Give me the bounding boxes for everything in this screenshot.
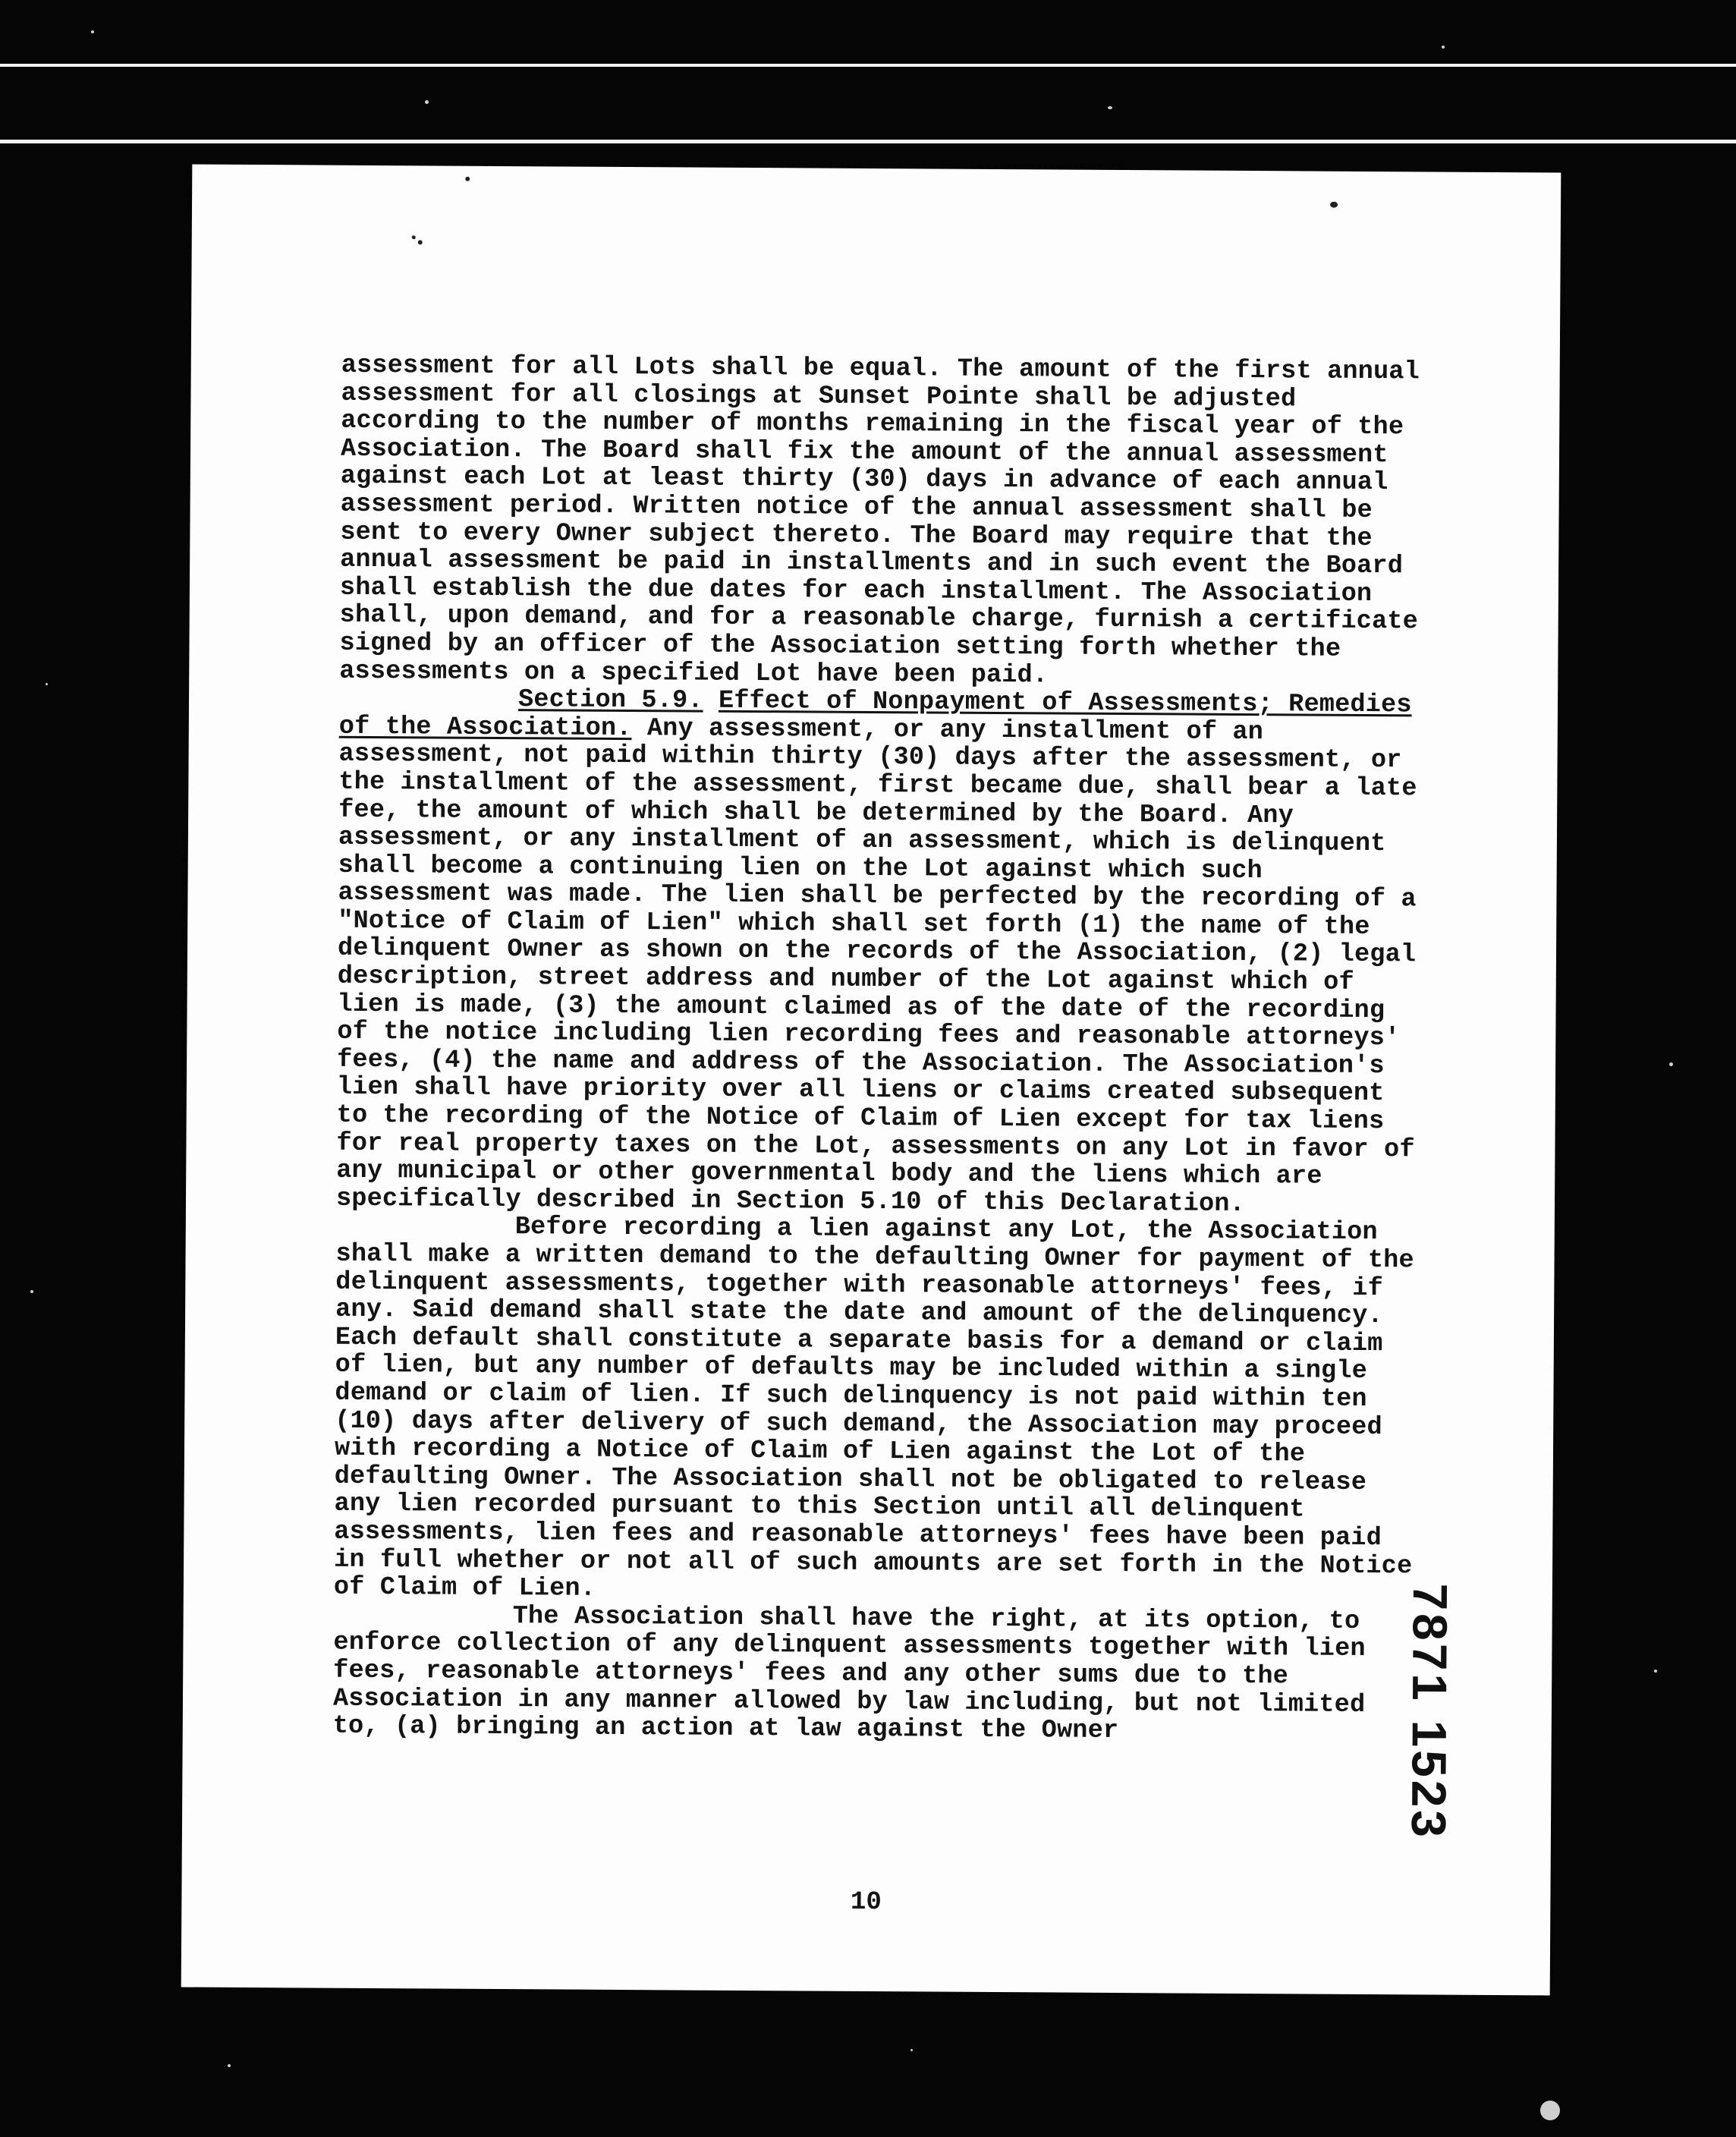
- scan-speck: [30, 1290, 33, 1293]
- scan-edge-line: [0, 140, 1736, 143]
- scan-speck: [46, 683, 48, 685]
- page-speck: [418, 240, 423, 244]
- paragraph-enforce-collection: The Association shall have the right, at its option, to enforce collection of any delinquent assessments together with lien fees, reasonable attorneys' fees and any other sums due to the Association in any manner allowed by law including, but not limited to, (a) bringing an action at law against the Owner: [332, 1601, 1366, 1746]
- paragraph-before-recording: Before recording a lien against any Lot, the Association shall make a written demand to the defaulting Owner for payment of the delinquent assessments, together with reasonable attorneys' fees, if any. Said demand shall state the date and amount of the delinquency. Each default shall constitute a separate basis for a demand or claim of lien, but any number of defaults may be included within a single demand or claim of lien. If such delinquency is not paid within ten (10) days after delivery of such demand, the Association may proceed with recording a Notice of Claim of Lien against the Lot of the defaulting Owner. The Association shall not be obligated to release any lien recorded pursuant to this Section until all delinquent assessments, lien fees and reasonable attorneys' fees have been paid in full whether or not all of such amounts are set forth in the Notice of Claim of Lien.: [333, 1213, 1414, 1604]
- scan-edge-line: [0, 64, 1736, 67]
- scan-speck: [1108, 106, 1112, 109]
- page-speck: [1330, 202, 1338, 208]
- scan-speck: [1669, 1062, 1673, 1066]
- scan-speck: [228, 2064, 231, 2067]
- document-page: [181, 165, 1561, 1996]
- scan-speck: [1654, 1670, 1657, 1673]
- page-speck: [465, 177, 470, 181]
- book-page-stamp: 7871 1523: [1401, 1583, 1458, 1841]
- page-speck: [412, 235, 416, 239]
- page-number: 10: [850, 1887, 882, 1918]
- scan-speck: [91, 30, 94, 33]
- section-5-9-paragraph: [336, 685, 1432, 1220]
- scan-speck: [910, 2049, 913, 2051]
- section-label: Section 5.9.: [517, 685, 703, 716]
- body-text: [333, 352, 1434, 1747]
- section-heading: Effect of Nonpayment of Assessments; Remedies of the Association.: [338, 686, 1412, 743]
- section-body: Any assessment, or any installment of an assessment, not paid within thirty (30) days after the assessment, or the installment of the assessment, first became due, shall bear a late fee, the amount of which shall be determined by the Board. Any assessment, or any installment of an assessment, which is delinquent shall become a continuing lien on the Lot against which such assessment was made. The lien shall be perfected by the recording of a "Notice of Claim of Lien" which shall set forth (1) the name of the delinquent Owner as shown on the records of the Association, (2) legal description, street address and number of the Lot against which of lien is made, (3) the amount claimed as of the date of the recording of the notice including lien recording fees and reasonable attorneys' fees, (4) the name and address of the Association. The Association's lien shall have priority over all liens or claims created subsequent to the recording of the Notice of Claim of Lien except for tax liens for real property taxes on the Lot, assessments on any Lot in favor of any municipal or other governmental body and the liens which are specifically described in Section 5.10 of this Declaration.: [335, 713, 1417, 1219]
- paragraph-annual-assessment: assessment for all Lots shall be equal. The amount of the first annual assessment for all closings at Sunset Pointe shall be adjusted according to the number of months remaining in the fiscal year of the Association. The Board shall fix the amount of the annual assessment against each Lot at least thirty (30) days in advance of each annual assessment period. Written notice of the annual assessment shall be sent to every Owner subject thereto. The Board may require that the annual assessment be paid in installments and in such event the Board shall establish the due dates for each installment. The Association shall, upon demand, and for a reasonable charge, furnish a certificate signed by an officer of the Association setting forth whether the assessments on a specified Lot have been paid.: [339, 351, 1420, 690]
- scan-speck: [425, 100, 429, 104]
- scan-speck: [1442, 46, 1445, 49]
- scan-speck: [1540, 2101, 1560, 2120]
